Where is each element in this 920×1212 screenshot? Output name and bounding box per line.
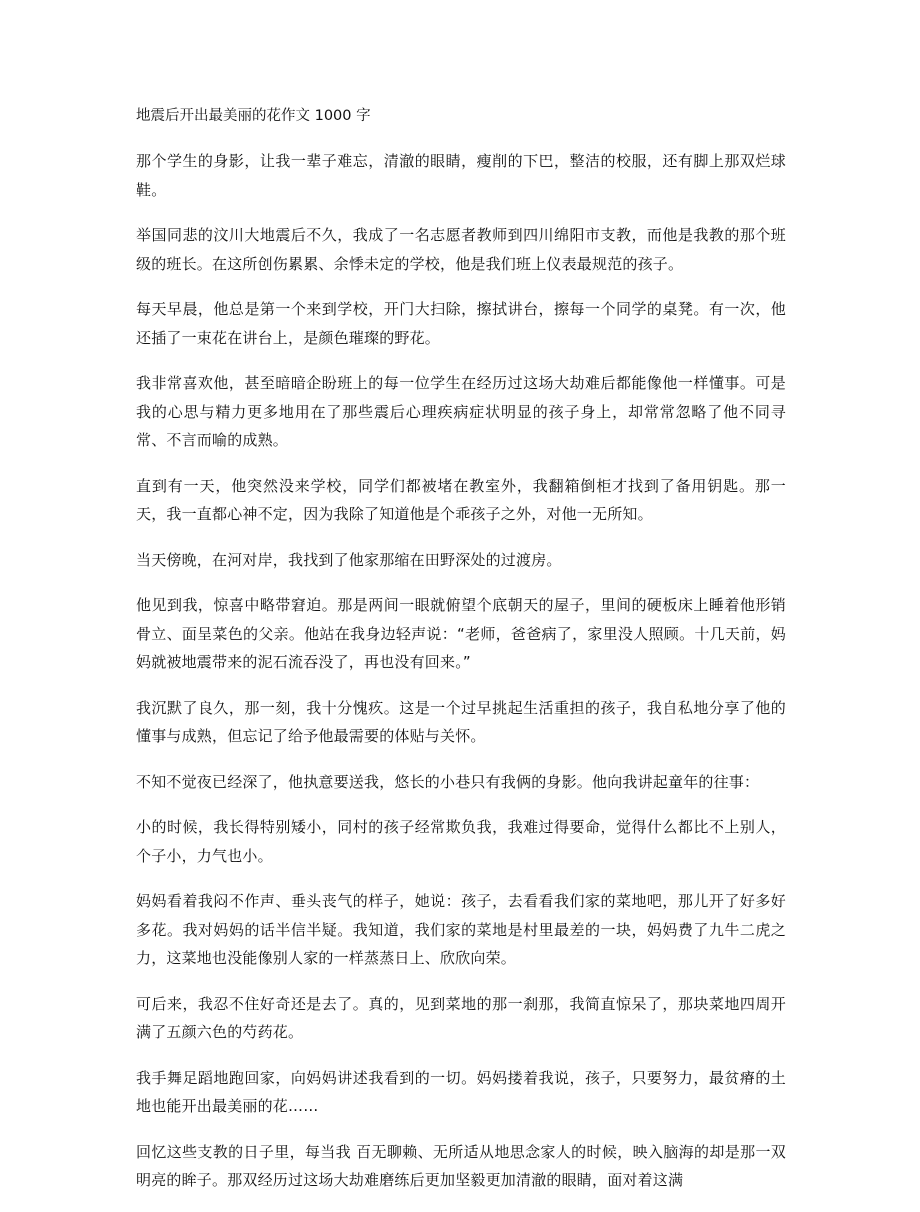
paragraph-2: 举国同悲的汶川大地震后不久，我成了一名志愿者教师到四川绵阳市支教，而他是我教的那个班级的班长。在这所创伤累累、余悸未定的学校，他是我们班上仪表最规范的孩子。 [136,226,786,273]
paragraph-13: 我手舞足蹈地跑回家，向妈妈讲述我看到的一切。妈妈搂着我说，孩子，只要努力，最贫瘠的土地也能开出最美丽的花…… [136,1068,786,1115]
paragraph-9: 不知不觉夜已经深了，他执意要送我，悠长的小巷只有我俩的身影。他向我讲起童年的往事： [136,772,760,791]
paragraph-1: 那个学生的身影，让我一辈子难忘，清澈的眼睛，瘦削的下巴，整洁的校服，还有脚上那双烂球鞋。 [136,152,786,199]
document-title: 地震后开出最美丽的花作文 1000 字 [136,108,371,124]
paragraph-12: 可后来，我忍不住好奇还是去了。真的，见到菜地的那一刹那，我简直惊呆了，那块菜地四周开满了五颜六色的芍药花。 [136,994,786,1041]
paragraph-4: 我非常喜欢他，甚至暗暗企盼班上的每一位学生在经历过这场大劫难后都能像他一样懂事。可是我的心思与精力更多地用在了那些震后心理疾病症状明显的孩子身上，却常常忽略了他不同寻常、不言而喻的成熟。 [136,374,786,449]
paragraph-14: 回忆这些支教的日子里，每当我 百无聊赖、无所适从地思念家人的时候，映入脑海的却是那一双明亮的眸子。那双经历过这场大劫难磨练后更加坚毅更加清澈的眼睛，面对着这满 [136,1142,786,1189]
paragraph-8: 我沉默了良久，那一刻，我十分愧疚。这是一个过早挑起生活重担的孩子，我自私地分享了他的懂事与成熟，但忘记了给予他最需要的体贴与关怀。 [136,698,786,745]
document-page [136,102,786,1212]
paragraph-10: 小的时候，我长得特别矮小，同村的孩子经常欺负我，我难过得要命，觉得什么都比不上别人，个子小，力气也小。 [136,818,786,865]
paragraph-7: 他见到我，惊喜中略带窘迫。那是两间一眼就俯望个底朝天的屋子，里间的硬板床上睡着他形销骨立、面呈菜色的父亲。他站在我身边轻声说：“老师，爸爸病了，家里没人照顾。十几天前，妈妈就被地震带来的泥石流吞没了，再也没有回来。” [136,596,786,671]
paragraph-6: 当天傍晚，在河对岸，我找到了他家那缩在田野深处的过渡房。 [136,550,562,569]
paragraph-11: 妈妈看着我闷不作声、垂头丧气的样子，她说：孩子，去看看我们家的菜地吧，那儿开了好多好多花。我对妈妈的话半信半疑。我知道，我们家的菜地是村里最差的一块，妈妈费了九牛二虎之力，这菜地也没能像别人家的一样蒸蒸日上、欣欣向荣。 [136,892,786,967]
paragraph-5: 直到有一天，他突然没来学校，同学们都被堵在教室外，我翻箱倒柜才找到了备用钥匙。那一天，我一直都心神不定，因为我除了知道他是个乖孩子之外，对他一无所知。 [136,476,786,523]
paragraph-3: 每天早晨，他总是第一个来到学校，开门大扫除，擦拭讲台，擦每一个同学的桌凳。有一次，他还插了一束花在讲台上，是颜色璀璨的野花。 [136,300,786,347]
